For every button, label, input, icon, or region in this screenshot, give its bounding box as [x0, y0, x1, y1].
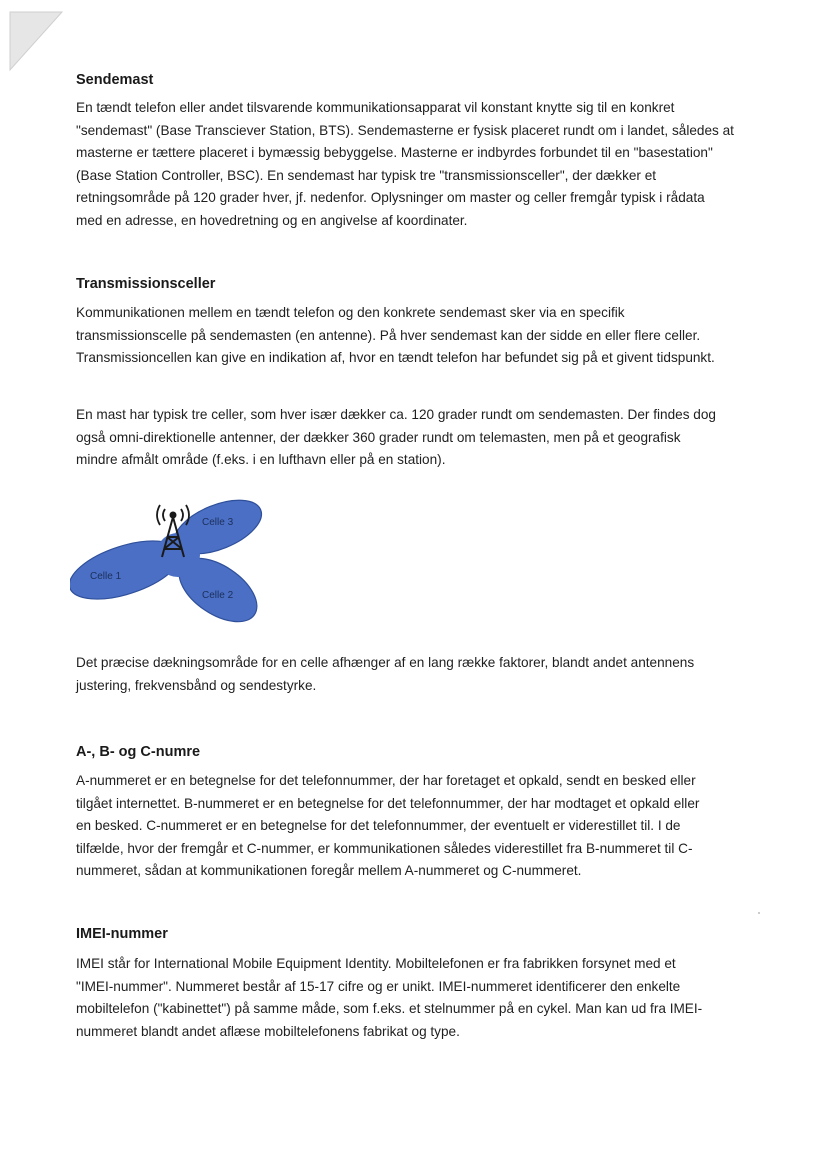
text-line: nummeret, sådan at kommunikationen foregår mellem A-nummeret og C-nummeret.	[76, 863, 582, 878]
text-line: "sendemast" (Base Transciever Station, BTS). Sendemasterne er fysisk placeret rundt om i landet, således at	[76, 122, 734, 138]
text-line: en besked. C-nummeret er en betegnelse for det telefonnummer, der eventuelt er viderestillet til. I de	[76, 818, 681, 833]
text-line: retningsområde på 120 grader hver, jf. nedenfor. Oplysninger om master og celler fremgår typisk i rådata	[76, 190, 705, 205]
text-line: tilfælde, hvor der fremgår et C-nummer, er kommunikationen således viderestillet fra B-nummeret til C-	[76, 840, 693, 856]
text-line: Kommunikationen mellem en tændt telefon og den konkrete sendemast sker via en specifik	[76, 305, 625, 320]
text-line: justering, frekvensbånd og sendestyrke.	[76, 677, 317, 693]
text-line: også omni-direktionelle antenner, der dækker 360 grader rundt om telemasten, men på et geografisk	[76, 429, 681, 445]
text-line: En tændt telefon eller andet tilsvarende kommunikationsapparat vil konstant knytte sig til en konkret	[76, 100, 675, 115]
scan-speck	[758, 912, 760, 914]
text-line: En mast har typisk tre celler, som hver især dækker ca. 120 grader rundt om sendemasten. Der findes dog	[76, 407, 716, 422]
text-line: (Base Station Controller, BSC). En sendemast har typisk tre "transmissionsceller", der dækker et	[76, 167, 657, 183]
cell-2-label: Celle 2	[202, 590, 234, 601]
text-line: Transmissioncellen kan give en indikation af, hvor en tændt telefon har befundet sig på et givent tidspunkt.	[76, 350, 715, 365]
text-line: med en adresse, en hovedretning og en angivelse af koordinater.	[76, 212, 468, 228]
paragraph-transmissionsceller-3	[76, 652, 776, 697]
paragraph-transmissionsceller-1	[76, 302, 776, 370]
cell-1-label: Celle 1	[90, 571, 122, 582]
text-line: mindre afmålt område (f.eks. i en lufthavn eller på en station).	[76, 452, 446, 467]
paragraph-numre	[76, 770, 776, 883]
heading-imei: IMEI-nummer	[76, 926, 168, 942]
heading-sendemast: Sendemast	[76, 72, 154, 88]
text-line: Det præcise dækningsområde for en celle afhænger af en lang række faktorer, blandt andet antennens	[76, 655, 695, 670]
cell-3-label: Celle 3	[202, 517, 234, 528]
text-line: mobiltelefon ("kabinettet") på samme måde, som f.eks. et stelnummer på en cykel. Man kan ud fra IMEI-	[76, 1001, 703, 1016]
paragraph-transmissionsceller-2	[76, 404, 776, 472]
cell-coverage-diagram	[70, 495, 270, 625]
paragraph-imei	[76, 953, 776, 1043]
text-line: transmissionscelle på sendemasten (en antenne). På hver sendemast kan der sidde en eller flere celler.	[76, 327, 701, 343]
text-line: tilgået internettet. B-nummeret er en betegnelse for det telefonnummer, der har modtaget et opkald eller	[76, 795, 700, 811]
heading-numre: A-, B- og C-numre	[76, 744, 201, 760]
heading-transmissionsceller: Transmissionsceller	[76, 276, 216, 292]
text-line: IMEI står for International Mobile Equipment Identity. Mobiltelefonen er fra fabrikken forsynet med et	[76, 956, 676, 971]
text-line: A-nummeret er en betegnelse for det telefonnummer, der har foretaget et opkald, sendt en besked eller	[76, 773, 696, 788]
text-line: "IMEI-nummer". Nummeret består af 15-17 cifre og er unikt. IMEI-nummeret identificerer den enkelte	[76, 978, 681, 994]
text-line: nummeret blandt andet aflæse mobiltelefonens fabrikat og type.	[76, 1023, 460, 1039]
paragraph-sendemast	[76, 97, 776, 232]
text-line: masterne er tættere placeret i bymæssig bebyggelse. Masterne er indbyrdes forbundet til en "basestation"	[76, 145, 713, 160]
cell-shapes	[70, 495, 269, 625]
